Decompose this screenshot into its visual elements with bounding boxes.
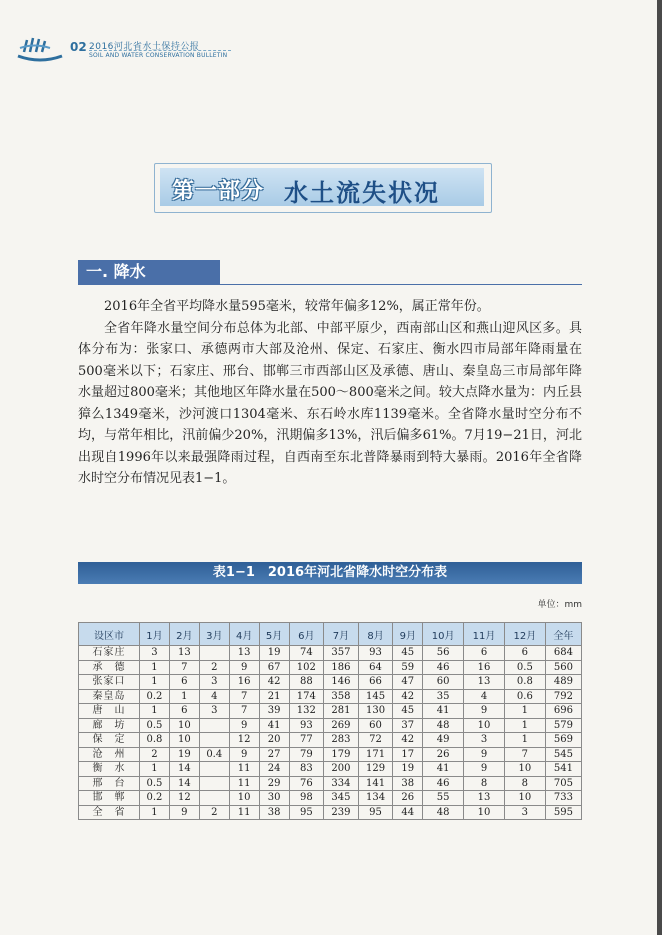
column-header: 1月 (140, 623, 170, 646)
page-edge (657, 0, 662, 935)
value-cell: 17 (393, 747, 423, 762)
value-cell: 6 (169, 675, 199, 690)
bulletin-logo-icon (14, 34, 66, 62)
value-cell (199, 646, 229, 661)
value-cell: 9 (229, 747, 259, 762)
value-cell: 79 (289, 747, 324, 762)
page-number: 02 (70, 40, 87, 54)
value-cell: 179 (324, 747, 359, 762)
table-row (79, 704, 582, 719)
value-cell: 733 (545, 791, 581, 806)
bulletin-subtitle: SOIL AND WATER CONSERVATION BULLETIN (89, 52, 228, 59)
value-cell: 1 (504, 718, 545, 733)
part-label: 第一部分 (172, 178, 265, 204)
section-divider (78, 284, 582, 285)
value-cell: 93 (358, 646, 393, 661)
table-title: 表1−1 2016年河北省降水时空分布表 (78, 562, 582, 584)
value-cell: 77 (289, 733, 324, 748)
value-cell: 345 (324, 791, 359, 806)
value-cell: 12 (169, 791, 199, 806)
value-cell: 4 (199, 689, 229, 704)
value-cell: 47 (393, 675, 423, 690)
value-cell: 1 (504, 704, 545, 719)
value-cell: 95 (289, 805, 324, 820)
value-cell: 55 (423, 791, 464, 806)
value-cell: 1 (140, 762, 170, 777)
value-cell: 569 (545, 733, 581, 748)
value-cell: 541 (545, 762, 581, 777)
column-header: 10月 (423, 623, 464, 646)
value-cell: 48 (423, 718, 464, 733)
value-cell: 7 (169, 660, 199, 675)
value-cell: 174 (289, 689, 324, 704)
value-cell: 8 (504, 776, 545, 791)
value-cell (199, 791, 229, 806)
value-cell: 93 (289, 718, 324, 733)
region-cell: 沧 州 (79, 747, 140, 762)
region-cell: 全 省 (79, 805, 140, 820)
value-cell: 66 (358, 675, 393, 690)
value-cell: 0.4 (199, 747, 229, 762)
value-cell: 9 (464, 747, 505, 762)
column-header: 6月 (289, 623, 324, 646)
value-cell: 9 (229, 660, 259, 675)
value-cell: 38 (393, 776, 423, 791)
value-cell: 37 (393, 718, 423, 733)
value-cell: 42 (393, 689, 423, 704)
value-cell: 6 (504, 646, 545, 661)
value-cell: 0.6 (504, 689, 545, 704)
value-cell: 13 (464, 675, 505, 690)
value-cell: 8 (464, 776, 505, 791)
value-cell: 19 (393, 762, 423, 777)
value-cell: 26 (393, 791, 423, 806)
bulletin-title: 2016河北省水土保持公报 (89, 42, 200, 52)
value-cell: 10 (504, 791, 545, 806)
region-cell: 唐 山 (79, 704, 140, 719)
value-cell: 83 (289, 762, 324, 777)
value-cell: 26 (423, 747, 464, 762)
value-cell: 579 (545, 718, 581, 733)
column-header: 全年 (545, 623, 581, 646)
column-header: 3月 (199, 623, 229, 646)
value-cell: 171 (358, 747, 393, 762)
value-cell: 1 (140, 660, 170, 675)
value-cell: 46 (423, 660, 464, 675)
value-cell: 74 (289, 646, 324, 661)
body-text (78, 296, 582, 490)
value-cell: 2 (199, 660, 229, 675)
value-cell: 38 (259, 805, 289, 820)
value-cell: 0.8 (504, 675, 545, 690)
value-cell: 334 (324, 776, 359, 791)
value-cell: 705 (545, 776, 581, 791)
value-cell: 10 (464, 718, 505, 733)
value-cell: 186 (324, 660, 359, 675)
value-cell: 132 (289, 704, 324, 719)
value-cell: 7 (229, 704, 259, 719)
value-cell: 3 (199, 704, 229, 719)
value-cell: 13 (464, 791, 505, 806)
value-cell: 67 (259, 660, 289, 675)
value-cell: 39 (259, 704, 289, 719)
value-cell: 42 (393, 733, 423, 748)
value-cell (199, 776, 229, 791)
value-cell: 9 (229, 718, 259, 733)
value-cell: 2 (140, 747, 170, 762)
value-cell: 44 (393, 805, 423, 820)
value-cell: 24 (259, 762, 289, 777)
page-header (14, 34, 334, 66)
value-cell: 56 (423, 646, 464, 661)
value-cell: 49 (423, 733, 464, 748)
value-cell: 16 (464, 660, 505, 675)
value-cell: 0.2 (140, 689, 170, 704)
value-cell: 27 (259, 747, 289, 762)
value-cell: 357 (324, 646, 359, 661)
value-cell: 20 (259, 733, 289, 748)
value-cell: 60 (358, 718, 393, 733)
header-divider (89, 50, 231, 51)
value-cell: 0.2 (140, 791, 170, 806)
region-cell: 石家庄 (79, 646, 140, 661)
region-cell: 邢 台 (79, 776, 140, 791)
value-cell: 1 (140, 675, 170, 690)
value-cell: 1 (169, 689, 199, 704)
value-cell: 9 (464, 704, 505, 719)
value-cell: 30 (259, 791, 289, 806)
table-row (79, 660, 582, 675)
table-row (79, 646, 582, 661)
value-cell: 792 (545, 689, 581, 704)
value-cell: 42 (259, 675, 289, 690)
value-cell: 200 (324, 762, 359, 777)
value-cell: 281 (324, 704, 359, 719)
table-row (79, 747, 582, 762)
precipitation-table (78, 622, 582, 820)
value-cell: 9 (464, 762, 505, 777)
value-cell: 41 (423, 762, 464, 777)
value-cell: 29 (259, 776, 289, 791)
value-cell: 0.5 (140, 718, 170, 733)
value-cell: 146 (324, 675, 359, 690)
table-row (79, 689, 582, 704)
value-cell: 6 (464, 646, 505, 661)
column-header: 12月 (504, 623, 545, 646)
value-cell: 10 (169, 718, 199, 733)
value-cell: 3 (140, 646, 170, 661)
value-cell: 684 (545, 646, 581, 661)
value-cell: 11 (229, 776, 259, 791)
value-cell: 1 (140, 805, 170, 820)
region-cell: 张家口 (79, 675, 140, 690)
value-cell: 41 (423, 704, 464, 719)
table-unit: 单位：mm (537, 600, 582, 610)
value-cell: 129 (358, 762, 393, 777)
value-cell (199, 762, 229, 777)
column-header: 2月 (169, 623, 199, 646)
value-cell: 72 (358, 733, 393, 748)
value-cell: 7 (504, 747, 545, 762)
value-cell: 46 (423, 776, 464, 791)
value-cell: 3 (504, 805, 545, 820)
column-header: 7月 (324, 623, 359, 646)
column-header: 9月 (393, 623, 423, 646)
table-header-row (79, 623, 582, 646)
value-cell: 283 (324, 733, 359, 748)
value-cell: 12 (229, 733, 259, 748)
table-row (79, 776, 582, 791)
value-cell: 10 (169, 733, 199, 748)
value-cell: 134 (358, 791, 393, 806)
value-cell: 2 (199, 805, 229, 820)
region-cell: 衡 水 (79, 762, 140, 777)
table-row (79, 733, 582, 748)
value-cell: 21 (259, 689, 289, 704)
region-cell: 秦皇岛 (79, 689, 140, 704)
value-cell: 4 (464, 689, 505, 704)
value-cell: 45 (393, 646, 423, 661)
value-cell: 10 (229, 791, 259, 806)
value-cell: 145 (358, 689, 393, 704)
table-row (79, 791, 582, 806)
value-cell: 0.8 (140, 733, 170, 748)
value-cell: 141 (358, 776, 393, 791)
value-cell: 130 (358, 704, 393, 719)
table-row (79, 805, 582, 820)
value-cell: 1 (140, 704, 170, 719)
value-cell: 10 (504, 762, 545, 777)
value-cell: 13 (229, 646, 259, 661)
value-cell: 60 (423, 675, 464, 690)
value-cell: 14 (169, 762, 199, 777)
value-cell: 16 (229, 675, 259, 690)
value-cell: 358 (324, 689, 359, 704)
value-cell: 1 (504, 733, 545, 748)
value-cell: 59 (393, 660, 423, 675)
value-cell: 11 (229, 805, 259, 820)
value-cell: 239 (324, 805, 359, 820)
value-cell: 3 (464, 733, 505, 748)
value-cell: 0.5 (140, 776, 170, 791)
value-cell: 7 (229, 689, 259, 704)
value-cell: 48 (423, 805, 464, 820)
value-cell: 595 (545, 805, 581, 820)
paragraph: 2016年全省平均降水量595毫米，较常年偏多12%，属正常年份。 (104, 299, 490, 314)
part-title: 水土流失状况 (284, 179, 440, 207)
value-cell: 14 (169, 776, 199, 791)
value-cell: 64 (358, 660, 393, 675)
value-cell: 11 (229, 762, 259, 777)
region-cell: 廊 坊 (79, 718, 140, 733)
value-cell: 88 (289, 675, 324, 690)
value-cell: 9 (169, 805, 199, 820)
value-cell: 269 (324, 718, 359, 733)
column-header: 8月 (358, 623, 393, 646)
value-cell: 13 (169, 646, 199, 661)
value-cell: 98 (289, 791, 324, 806)
table-body (79, 646, 582, 820)
value-cell: 41 (259, 718, 289, 733)
value-cell: 489 (545, 675, 581, 690)
value-cell: 35 (423, 689, 464, 704)
value-cell: 545 (545, 747, 581, 762)
region-cell: 承 德 (79, 660, 140, 675)
value-cell: 560 (545, 660, 581, 675)
value-cell: 3 (199, 675, 229, 690)
table-row (79, 675, 582, 690)
value-cell: 95 (358, 805, 393, 820)
value-cell: 76 (289, 776, 324, 791)
section-heading: 一. 降水 (78, 260, 220, 284)
region-cell: 保 定 (79, 733, 140, 748)
value-cell: 102 (289, 660, 324, 675)
value-cell: 696 (545, 704, 581, 719)
value-cell: 45 (393, 704, 423, 719)
value-cell: 10 (464, 805, 505, 820)
value-cell (199, 718, 229, 733)
column-header: 11月 (464, 623, 505, 646)
table-row (79, 762, 582, 777)
table-row (79, 718, 582, 733)
part-banner-fill (160, 168, 484, 206)
value-cell: 6 (169, 704, 199, 719)
part-banner (154, 163, 492, 213)
value-cell (199, 733, 229, 748)
column-header: 4月 (229, 623, 259, 646)
column-header: 5月 (259, 623, 289, 646)
region-cell: 邯 郸 (79, 791, 140, 806)
column-header: 设区市 (79, 623, 140, 646)
value-cell: 0.5 (504, 660, 545, 675)
value-cell: 19 (169, 747, 199, 762)
value-cell: 19 (259, 646, 289, 661)
paragraph: 全省年降水量空间分布总体为北部、中部平原少，西南部山区和燕山迎风区多。具体分布为：张家口、承德两市大部及沧州、保定、石家庄、衡水四市局部年降雨量在500毫米以下；石家庄、邢台、邯郸三市西部山区及承德、唐山、秦皇岛三市局部年降水量超过800毫米；其他地区年降水量在500～800毫米之间。较大点降水量为：内丘县獐么1349毫米，沙河渡口1304毫米、东石岭水库1139毫米。全省降水量时空分布不均，与常年相比，汛前偏少20%，汛期偏多13%，汛后偏多61%。7月19−21日，河北出现自1996年以来最强降雨过程，自西南至东北普降暴雨到特大暴雨。2016年全省降水时空分布情况见表1−1。 (78, 320, 582, 486)
